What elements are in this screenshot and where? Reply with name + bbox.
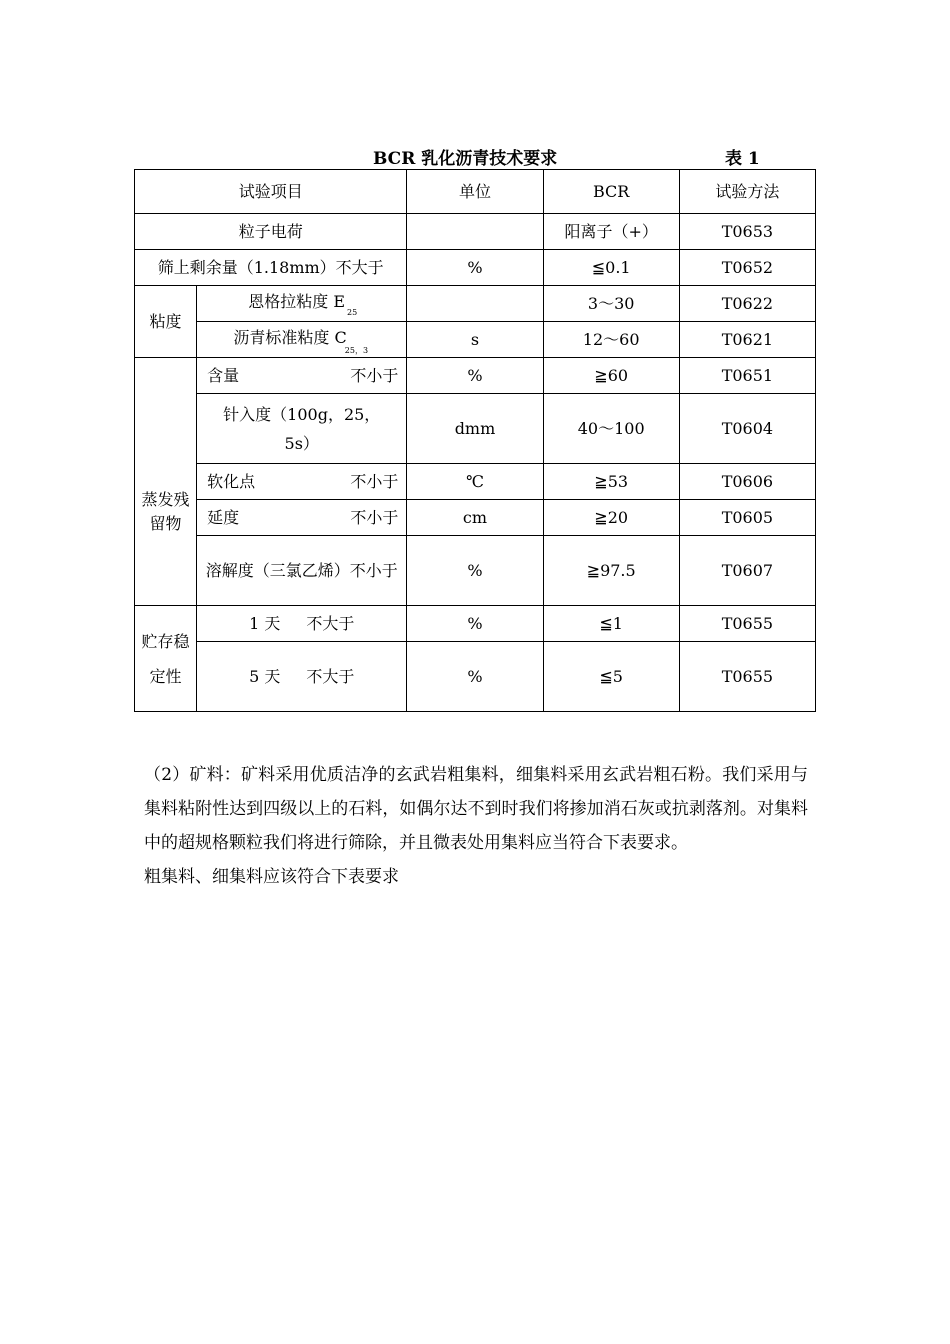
item-subscript: 25，3 [344,346,369,355]
cell-item: 筛上剩余量（1.18mm）不大于 [135,250,407,286]
paragraph-materials: （2）矿料：矿料采用优质洁净的玄武岩粗集料，细集料采用玄武岩粗石粉。我们采用与集料粘附性达到四级以上的石料，如偶尔达不到时我们将掺加消石灰或抗剥落剂。对集料中的超规格颗粒我们将进行筛除，并且微表处用集料应当符合下表要求。 [144,765,808,853]
table-title: BCR 乳化沥青技术要求 [373,149,558,169]
cell-method: T0653 [679,214,815,250]
cell-method: T0622 [679,286,815,322]
header-item: 试验项目 [135,170,407,214]
cell-bcr: ≧60 [543,358,679,394]
cell-item [197,358,407,394]
item-label: 含量 [207,365,240,385]
table-row [135,606,816,642]
table-row [135,536,816,606]
cell-unit: dmm [407,394,543,464]
item-subscript: 25 [347,308,358,317]
item-label: 延度 [207,507,240,527]
table-row [135,322,816,358]
item-label: 沥青标准粘度 C [233,328,347,347]
item-label: 软化点 [207,471,256,491]
item-limit: 不小于 [350,471,399,491]
cell-item: 溶解度（三氯乙烯）不小于 [197,536,407,606]
cell-method: T0606 [679,464,815,500]
group-residue: 蒸发残留物 [135,358,197,606]
item-limit: 不大于 [306,666,355,686]
header-bcr: BCR [543,170,679,214]
cell-unit: % [407,358,543,394]
paragraph-aggregate-note: 粗集料、细集料应该符合下表要求 [144,867,399,887]
cell-item [197,322,407,358]
cell-unit: ℃ [407,464,543,500]
cell-method: T0655 [679,606,815,642]
cell-bcr: 3～30 [543,286,679,322]
group-storage: 贮存稳定性 [135,606,197,712]
cell-item: 粒子电荷 [135,214,407,250]
cell-item [197,500,407,536]
cell-method: T0655 [679,642,815,712]
item-limit: 不大于 [306,613,355,633]
cell-bcr: ≧53 [543,464,679,500]
cell-bcr: ≧97.5 [543,536,679,606]
table-row [135,286,816,322]
body-text [144,758,808,894]
cell-bcr: ≦0.1 [543,250,679,286]
cell-unit [407,286,543,322]
item-limit: 不小于 [350,507,399,527]
cell-method: T0651 [679,358,815,394]
table-row [135,464,816,500]
cell-unit: s [407,322,543,358]
cell-method: T0652 [679,250,815,286]
header-method: 试验方法 [679,170,815,214]
item-label: 5 天 [249,666,281,686]
table-header-row [135,170,816,214]
item-limit: 不小于 [350,365,399,385]
cell-item [197,286,407,322]
cell-unit: % [407,250,543,286]
table-number: 表 1 [725,149,760,169]
cell-item [197,606,407,642]
table-row [135,250,816,286]
cell-unit: cm [407,500,543,536]
cell-unit: % [407,642,543,712]
table-row [135,642,816,712]
cell-method: T0621 [679,322,815,358]
cell-item [197,642,407,712]
cell-unit [407,214,543,250]
cell-bcr: ≦5 [543,642,679,712]
table-row [135,500,816,536]
cell-item [197,464,407,500]
cell-bcr: 12～60 [543,322,679,358]
group-viscosity: 粘度 [135,286,197,358]
table-row [135,214,816,250]
cell-unit: % [407,536,543,606]
header-unit: 单位 [407,170,543,214]
item-label: 1 天 [249,613,281,633]
item-label: 恩格拉粘度 E [248,292,346,311]
cell-item: 针入度（100g，25，5s） [197,394,407,464]
cell-bcr: 40～100 [543,394,679,464]
cell-method: T0604 [679,394,815,464]
cell-bcr: ≦1 [543,606,679,642]
table-row [135,358,816,394]
cell-method: T0607 [679,536,815,606]
table-caption [135,144,815,168]
cell-unit: % [407,606,543,642]
bcr-spec-table [134,169,816,712]
table-row [135,394,816,464]
cell-bcr: ≧20 [543,500,679,536]
cell-method: T0605 [679,500,815,536]
cell-bcr: 阳离子（+） [543,214,679,250]
